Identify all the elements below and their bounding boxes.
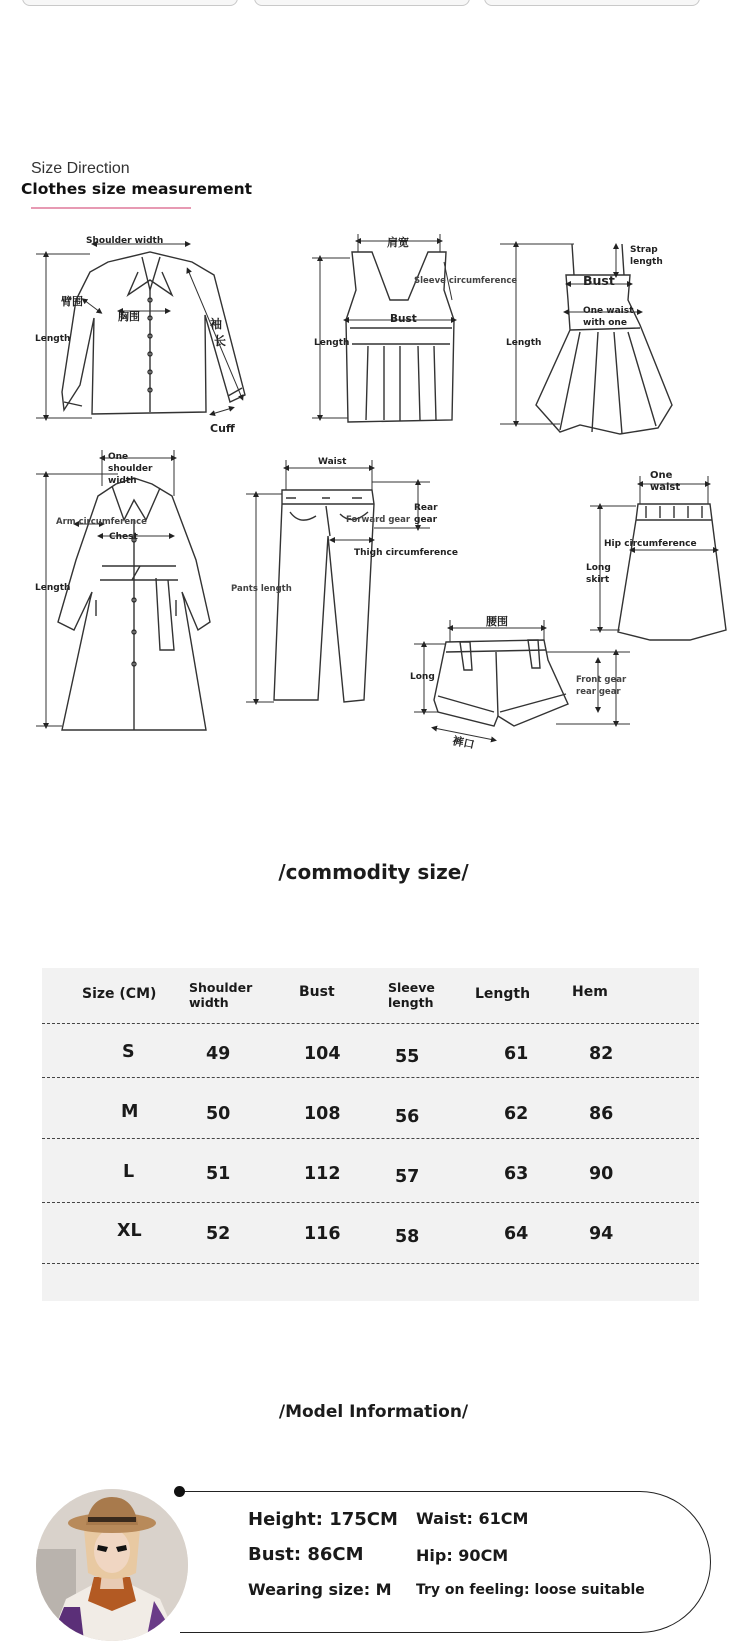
- label-sleeve-circumference: Sleeve circumference: [414, 276, 518, 286]
- cell-size: M: [121, 1102, 139, 1122]
- label-long: Long: [410, 672, 435, 682]
- label-one-waist-skirt-2: waist: [650, 482, 681, 493]
- model-info-heading: /Model Information/: [278, 1402, 469, 1422]
- cell-hem: 82: [589, 1044, 614, 1064]
- label-hip-circumference: Hip circumference: [604, 539, 697, 549]
- cell-length: 64: [504, 1224, 529, 1244]
- blouse-sketch: [62, 252, 245, 414]
- cell-size: L: [123, 1162, 135, 1182]
- measurement-diagram: [0, 225, 747, 765]
- cell-hem: 94: [589, 1224, 614, 1244]
- size-direction-title: Size Direction: [31, 160, 130, 177]
- tank-arrows: [312, 234, 454, 418]
- label-shoulder-width: Shoulder width: [86, 236, 164, 246]
- header-length: Length: [475, 986, 531, 1002]
- cell-sleeve: 55: [395, 1047, 420, 1067]
- label-long-skirt-2: skirt: [586, 575, 610, 585]
- row-divider: [42, 1023, 699, 1024]
- cell-bust: 104: [304, 1044, 341, 1064]
- label-strap-1: Strap: [630, 245, 658, 255]
- label-front-gear-2: rear gear: [576, 687, 621, 697]
- header-sleeve-2: length: [388, 995, 434, 1010]
- label-cuff: Cuff: [210, 422, 235, 435]
- cell-bust: 116: [304, 1224, 341, 1244]
- model-try-on-feeling: Try on feeling: loose suitable: [416, 1582, 645, 1598]
- label-one-waist-2: with one: [583, 318, 627, 328]
- commodity-size-heading: /commodity size/: [278, 860, 469, 884]
- label-length-dress: Length: [506, 338, 542, 348]
- model-hip: Hip: 90CM: [416, 1546, 509, 1565]
- label-one-waist-1: One waist: [583, 306, 634, 316]
- cell-sleeve: 56: [395, 1107, 420, 1127]
- cell-length: 62: [504, 1104, 529, 1124]
- label-bust-dress: Bust: [583, 273, 615, 288]
- label-arm-cn: 臂围: [61, 295, 83, 308]
- cell-length: 61: [504, 1044, 529, 1064]
- model-waist: Waist: 61CM: [416, 1509, 529, 1528]
- cell-shoulder: 51: [206, 1164, 231, 1184]
- header-sleeve-1: Sleeve: [388, 980, 435, 995]
- label-length-tank: Length: [314, 338, 350, 348]
- cell-hem: 86: [589, 1104, 614, 1124]
- row-divider: [42, 1077, 699, 1078]
- top-tab-2: [254, 0, 470, 6]
- cell-size: S: [122, 1042, 135, 1062]
- top-tab-3: [484, 0, 700, 6]
- size-direction-underline: [31, 207, 191, 209]
- label-pants-length: Pants length: [231, 584, 292, 594]
- skirt-sketch: [618, 504, 726, 640]
- coat-sketch: [58, 478, 210, 730]
- label-strap-2: length: [630, 257, 663, 267]
- cell-shoulder: 52: [206, 1224, 231, 1244]
- model-bust: Bust: 86CM: [248, 1544, 364, 1565]
- label-sleeve-cn-2: 长: [214, 334, 227, 348]
- label-length-coat: Length: [35, 583, 71, 593]
- cell-length: 63: [504, 1164, 529, 1184]
- row-divider: [42, 1138, 699, 1139]
- label-bust-tank: Bust: [390, 313, 417, 325]
- blouse-arrows: [36, 244, 242, 418]
- model-wearing-size: Wearing size: M: [248, 1580, 392, 1599]
- label-chest-cn: 胸围: [118, 310, 140, 323]
- label-length-blouse: Length: [35, 334, 71, 344]
- card-dot: [174, 1486, 185, 1497]
- header-shoulder-1: Shoulder: [189, 980, 253, 995]
- row-divider: [42, 1202, 699, 1203]
- label-sleeve-cn-1: 袖: [210, 317, 223, 331]
- label-chest: Chest: [109, 532, 138, 542]
- label-rear-gear-2: gear: [414, 515, 438, 525]
- header-shoulder-2: width: [189, 995, 229, 1010]
- header-bust: Bust: [299, 984, 335, 1000]
- cell-shoulder: 50: [206, 1104, 231, 1124]
- label-thigh-circumference: Thigh circumference: [354, 548, 459, 558]
- cell-bust: 112: [304, 1164, 341, 1184]
- cell-hem: 90: [589, 1164, 614, 1184]
- label-front-gear-1: Front gear: [576, 675, 627, 685]
- cell-bust: 108: [304, 1104, 341, 1124]
- row-divider: [42, 1263, 699, 1264]
- label-one-shoulder-3: width: [108, 476, 137, 486]
- header-size: Size (CM): [82, 986, 157, 1002]
- label-one-shoulder-2: shoulder: [108, 464, 153, 474]
- size-table: [42, 968, 699, 1301]
- label-one-shoulder-1: One: [108, 452, 129, 462]
- label-long-skirt-1: Long: [586, 563, 611, 573]
- label-waist: Waist: [318, 457, 347, 467]
- size-direction-subtitle: Clothes size measurement: [21, 180, 253, 198]
- cell-sleeve: 58: [395, 1227, 420, 1247]
- label-forward-gear: Forward gear: [346, 515, 411, 525]
- cell-sleeve: 57: [395, 1167, 420, 1187]
- skirt-arrows: [590, 476, 716, 630]
- header-hem: Hem: [572, 984, 608, 1000]
- cell-shoulder: 49: [206, 1044, 231, 1064]
- label-waist-cn: 腰围: [486, 615, 508, 628]
- label-rear-gear-1: Rear: [414, 503, 438, 513]
- label-one-waist-skirt-1: One: [650, 470, 673, 481]
- model-height: Height: 175CM: [248, 1509, 398, 1530]
- shorts-sketch: [434, 640, 568, 726]
- label-arm-circumference: Arm circumference: [56, 517, 147, 527]
- label-leg-cn: 裤口: [451, 734, 476, 752]
- model-photo: [36, 1489, 188, 1641]
- pants-arrows: [246, 460, 430, 702]
- cell-size: XL: [117, 1221, 142, 1241]
- label-shoulder-cn: 肩宽: [387, 236, 409, 249]
- top-tab-1: [22, 0, 238, 6]
